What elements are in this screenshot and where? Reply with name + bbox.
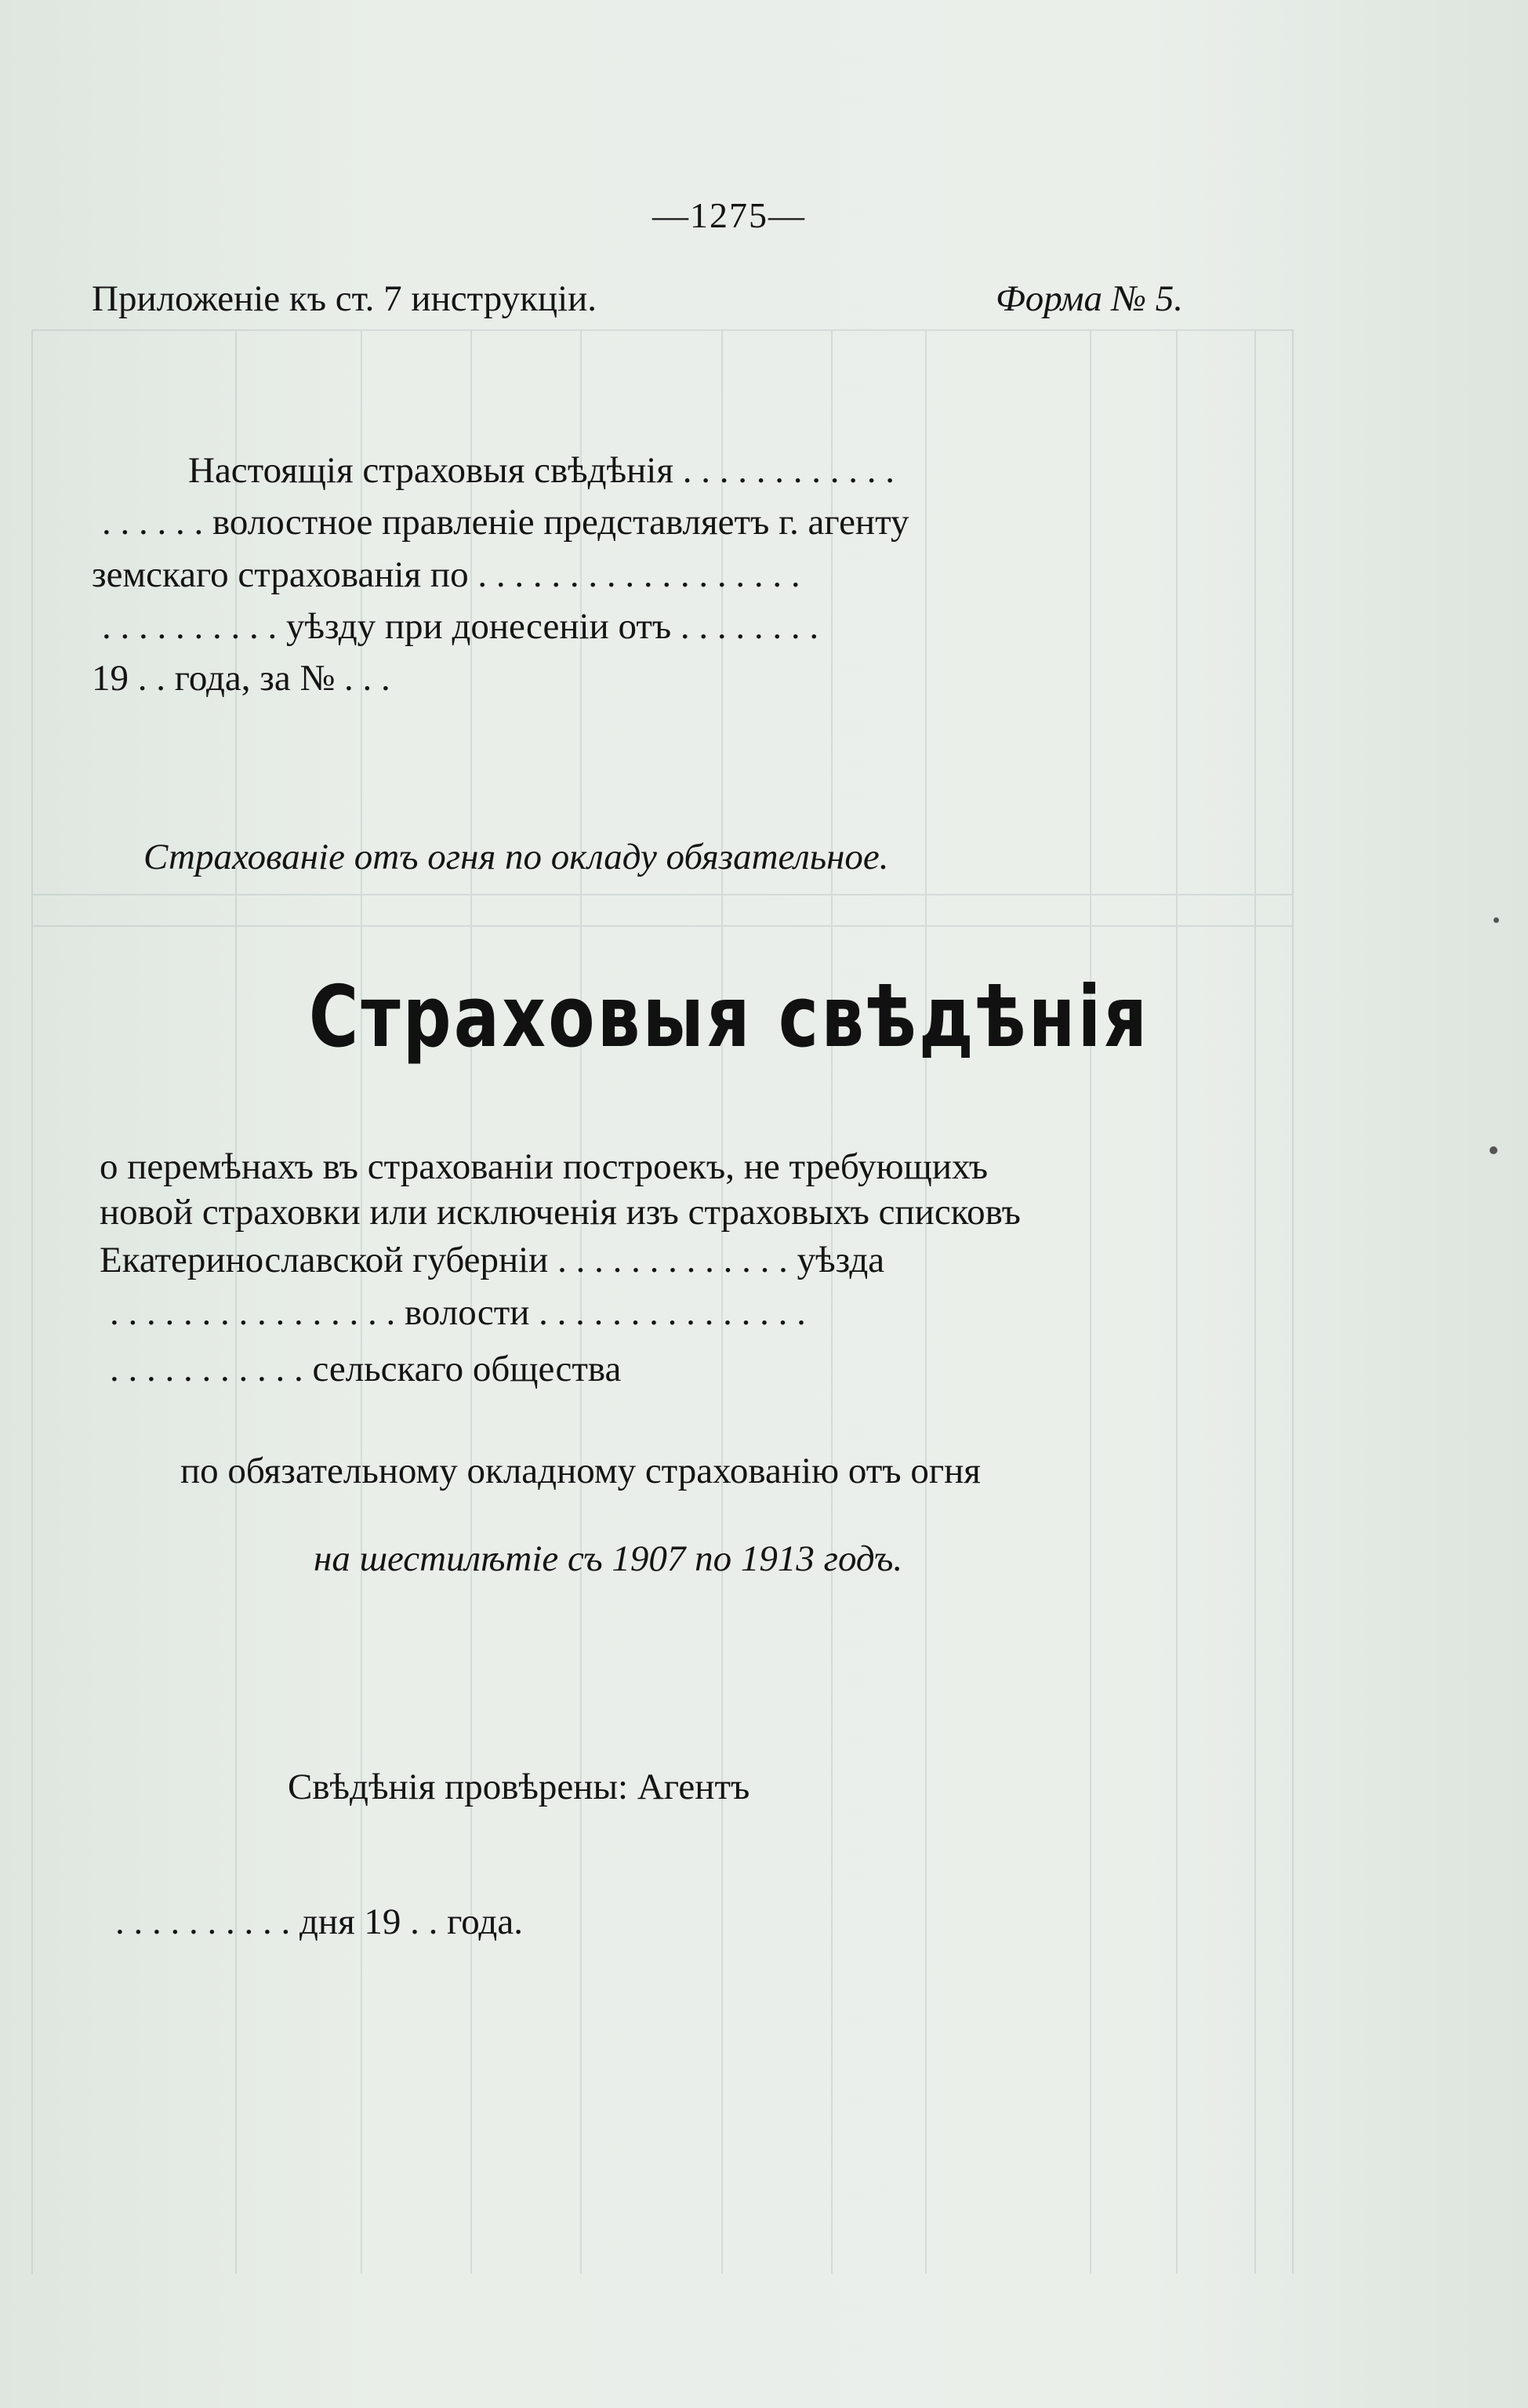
- ink-speck: [1494, 917, 1499, 923]
- insurance-subject: по обязательному окладному страхованію отъ огня: [180, 1451, 981, 1491]
- attachment-note: Приложеніе къ ст. 7 инструкціи.: [92, 278, 597, 319]
- intro-line-3: земскаго страхованія по . . . . . . . . . . . . . . . . . .: [92, 554, 800, 595]
- insurance-type: Страхованіе отъ огня по окладу обязательное.: [143, 837, 889, 877]
- intro-line-2: . . . . . . волостное правленіе представляетъ г. агенту: [102, 502, 909, 543]
- form-label: Форма № 5.: [996, 278, 1184, 319]
- verification-label: Свѣдѣнія провѣрены: Агентъ: [288, 1767, 750, 1807]
- description-line-1: о перемѣнахъ въ страхованіи построекъ, не требующихъ: [100, 1146, 989, 1187]
- intro-line-4: . . . . . . . . . . уѣзду при донесеніи отъ . . . . . . . .: [102, 606, 819, 647]
- description-line-4: . . . . . . . . . . . . . . . . волости . . . . . . . . . . . . . . .: [110, 1292, 806, 1333]
- intro-line-5: 19 . . года, за № . . .: [92, 658, 390, 699]
- date-line: . . . . . . . . . . дня 19 . . года.: [115, 1901, 523, 1942]
- description-line-2: новой страховки или исключенія изъ страховыхъ списковъ: [100, 1192, 1021, 1233]
- intro-line-1: Настоящія страховыя свѣдѣнія . . . . . . . . . . . .: [188, 450, 895, 491]
- page-number: —1275—: [652, 195, 806, 235]
- ink-speck: [1490, 1146, 1497, 1154]
- description-line-3: Екатеринославской губерніи . . . . . . . . . . . . . уѣзда: [100, 1240, 885, 1280]
- document-title: Страховыя свѣдѣнія: [308, 968, 1150, 1066]
- description-line-5: . . . . . . . . . . . сельскаго общества: [110, 1349, 622, 1389]
- insurance-period: на шестилѣтіе съ 1907 по 1913 годъ.: [314, 1538, 903, 1579]
